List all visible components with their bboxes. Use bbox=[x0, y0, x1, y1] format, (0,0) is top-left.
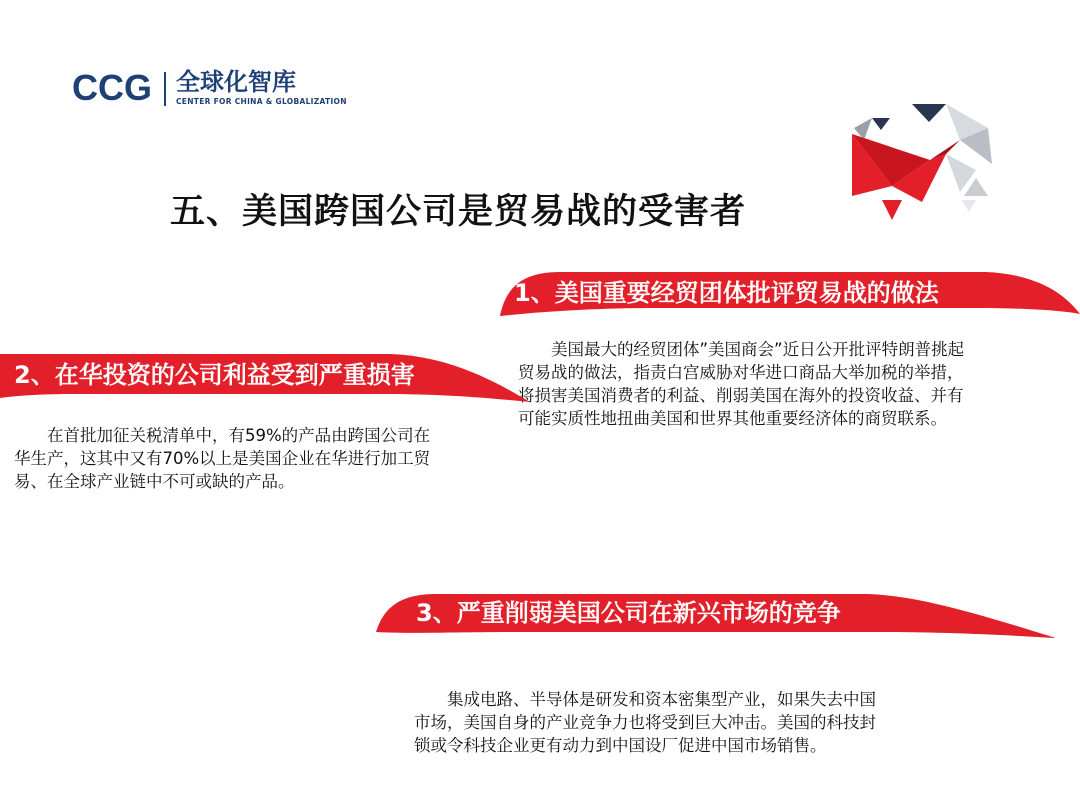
section-3-banner bbox=[376, 588, 1056, 644]
section-1-banner bbox=[500, 266, 1080, 322]
section-1-heading: 1、美国重要经贸团体批评贸易战的做法 bbox=[514, 279, 939, 307]
section-2-paragraph: 在首批加征关税清单中，有59%的产品由跨国公司在华生产，这其中又有70%以上是美国企业在华进行加工贸易、在全球产业链中不可或缺的产品。 bbox=[14, 426, 431, 491]
page-title: 五、美国跨国公司是贸易战的受害者 bbox=[170, 192, 747, 232]
section-1-body bbox=[518, 338, 970, 430]
section-3-body bbox=[414, 688, 880, 757]
section-1-paragraph: 美国最大的经贸团体”美国商会”近日公开批评特朗普挑起贸易战的做法，指责白宫威胁对华进口商品大举加税的举措，将损害美国消费者的利益、削弱美国在海外的投资收益、并有可能实质性地扭曲美国和世界其他重要经济体的商贸联系。 bbox=[518, 340, 965, 428]
logo-name-en: CENTER FOR CHINA & GLOBALIZATION bbox=[176, 97, 347, 106]
logo-name-cn: 全球化智库 bbox=[176, 68, 296, 96]
section-2-banner bbox=[0, 352, 530, 406]
section-2-body bbox=[14, 424, 440, 493]
section-2-heading: 2、在华投资的公司利益受到严重损害 bbox=[14, 361, 415, 389]
section-3-heading: 3、严重削弱美国公司在新兴市场的竞争 bbox=[416, 599, 841, 627]
decorative-triangles-graphic bbox=[842, 100, 1002, 230]
logo-separator bbox=[164, 72, 166, 106]
logo-abbr: CCG bbox=[72, 67, 152, 108]
section-3-paragraph: 集成电路、半导体是研发和资本密集型产业，如果失去中国市场，美国自身的产业竞争力也将受到巨大冲击。美国的科技封锁或令科技企业更有动力到中国设厂促进中国市场销售。 bbox=[414, 690, 876, 755]
